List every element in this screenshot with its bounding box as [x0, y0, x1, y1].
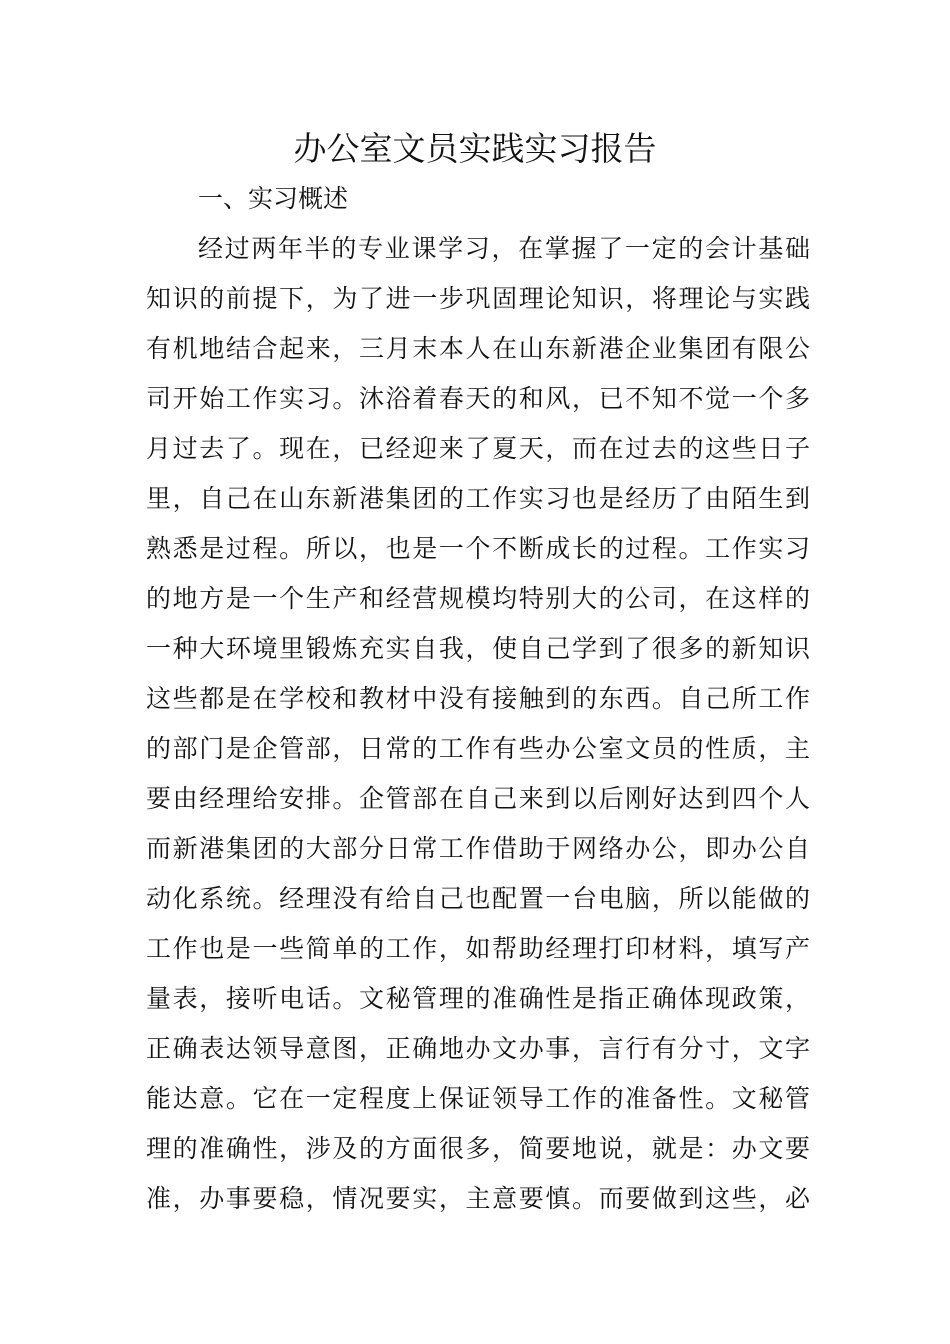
- text-line: 量表，接听电话。文秘管理的准确性是指正确体现政策，: [146, 984, 810, 1013]
- text-line: 动化系统。经理没有给自己也配置一台电脑，所以能做的: [146, 884, 810, 913]
- text-line: 经过两年半的专业课学习，在掌握了一定的会计基础: [198, 234, 810, 263]
- text-line: 的部门是企管部，日常的工作有些办公室文员的性质，主: [146, 734, 810, 763]
- text-line: 知识的前提下，为了进一步巩固理论知识，将理论与实践: [146, 284, 810, 313]
- text-line: 能达意。它在一定程度上保证领导工作的准备性。文秘管: [146, 1084, 810, 1113]
- text-line: 熟悉是过程。所以，也是一个不断成长的过程。工作实习: [146, 534, 810, 563]
- text-line: 司开始工作实习。沐浴着春天的和风，已不知不觉一个多: [146, 384, 810, 413]
- text-line: 理的准确性，涉及的方面很多，简要地说，就是：办文要: [146, 1134, 810, 1163]
- text-line: 工作也是一些简单的工作，如帮助经理打印材料，填写产: [146, 934, 810, 963]
- text-line: 一种大环境里锻炼充实自我，使自己学到了很多的新知识: [146, 634, 810, 663]
- text-line: 正确表达领导意图，正确地办文办事，言行有分寸，文字: [146, 1034, 810, 1063]
- text-line: 有机地结合起来，三月末本人在山东新港企业集团有限公: [146, 334, 810, 363]
- document-title: 办公室文员实践实习报告: [293, 129, 657, 168]
- text-line: 里，自己在山东新港集团的工作实习也是经历了由陌生到: [146, 484, 810, 513]
- text-line: 要由经理给安排。企管部在自己来到以后刚好达到四个人: [146, 784, 810, 813]
- text-line: 准，办事要稳，情况要实，主意要慎。而要做到这些，必: [146, 1184, 810, 1213]
- text-line: 月过去了。现在，已经迎来了夏天，而在过去的这些日子: [146, 434, 810, 463]
- text-line: 的地方是一个生产和经营规模均特别大的公司，在这样的: [146, 584, 810, 613]
- body-paragraph: [146, 231, 810, 1231]
- text-line: 这些都是在学校和教材中没有接触到的东西。自己所工作: [146, 684, 810, 713]
- section-heading: 一、实习概述: [198, 184, 349, 213]
- text-line: 而新港集团的大部分日常工作借助于网络办公，即办公自: [146, 834, 810, 863]
